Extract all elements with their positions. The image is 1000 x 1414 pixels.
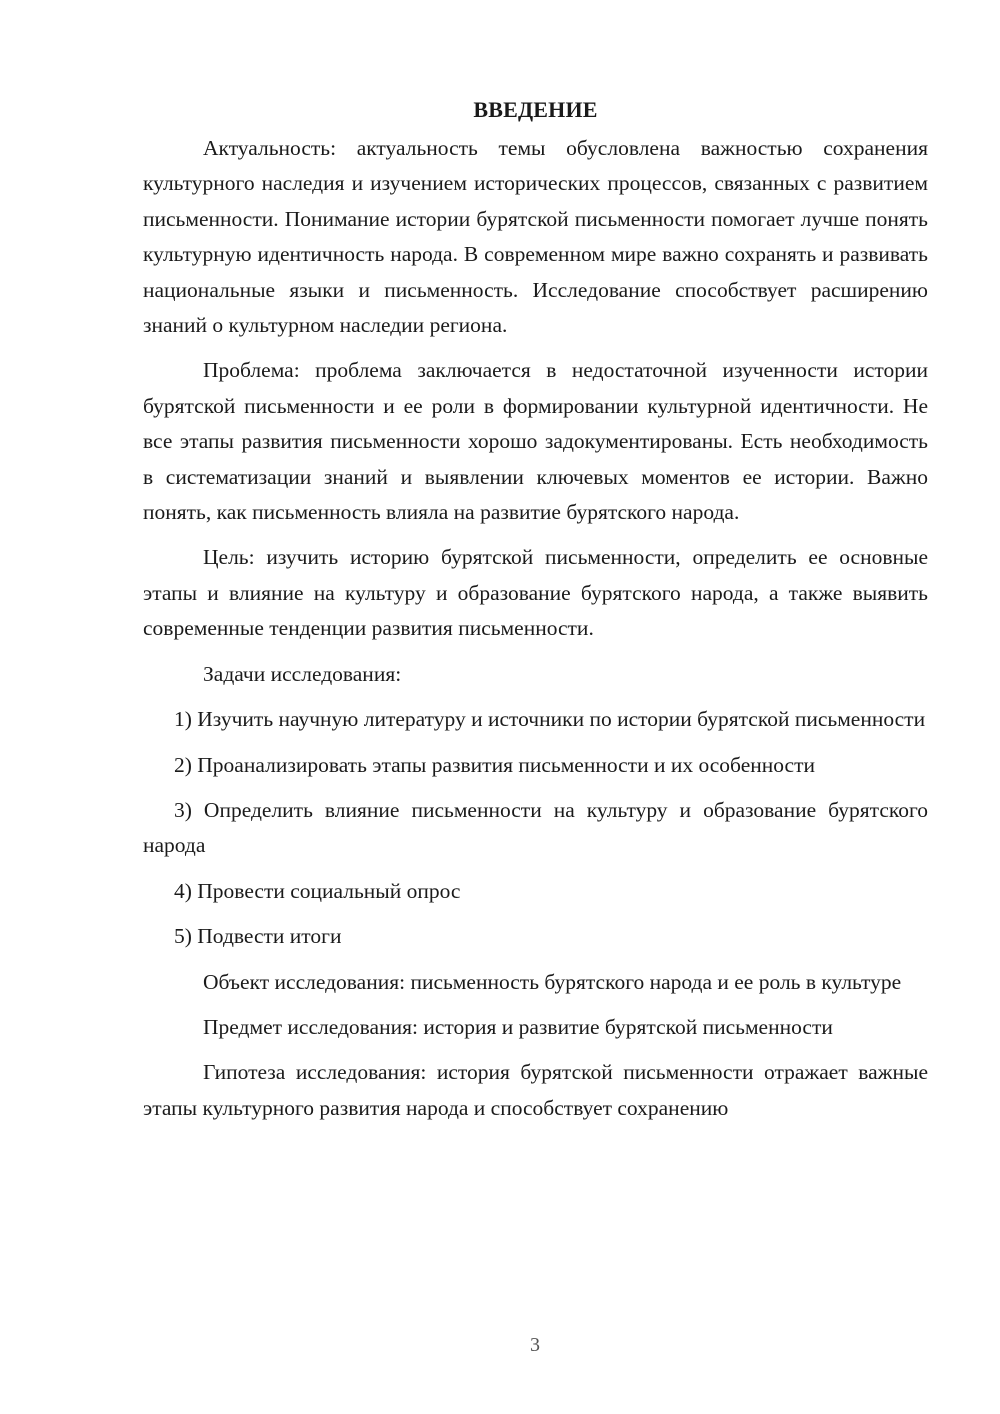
task-item-3: 3) Определить влияние письменности на культуру и образование бурятского народа <box>143 797 928 858</box>
page-number: 3 <box>530 1334 540 1356</box>
document-page <box>143 92 928 1136</box>
relevance-paragraph: Актуальность: актуальность темы обусловлена важностью сохранения культурного наследия и изучением исторических процессов, связанных с развитием письменности. Понимание истории бурятской письменности помогает лучше понять культурную идентичность народа. В современном мире важно сохранять и развивать национальные языки и письменность. Исследование способствует расширению знаний о культурном наследии региона. <box>143 136 928 338</box>
tasks-label: Задачи исследования: <box>203 661 402 686</box>
task-item-1: 1) Изучить научную литературу и источники по истории бурятской письменности <box>174 707 926 732</box>
task-item-5: 5) Подвести итоги <box>174 924 342 949</box>
goal-paragraph: Цель: изучить историю бурятской письменности, определить ее основные этапы и влияние на культуру и образование бурятского народа, а также выявить современные тенденции развития письменности. <box>143 545 928 641</box>
task-item-2: 2) Проанализировать этапы развития письменности и их особенности <box>174 752 815 777</box>
task-item-4: 4) Провести социальный опрос <box>174 878 461 903</box>
hypothesis-paragraph: Гипотеза исследования: история бурятской письменности отражает важные этапы культурного развития народа и способствует сохранению <box>143 1060 928 1120</box>
section-heading: ВВЕДЕНИЕ <box>473 97 598 122</box>
subject-paragraph: Предмет исследования: история и развитие бурятской письменности <box>203 1014 833 1039</box>
object-paragraph: Объект исследования: письменность бурятского народа и ее роль в культуре <box>203 969 902 994</box>
problem-paragraph: Проблема: проблема заключается в недостаточной изученности истории бурятской письменности и ее роли в формировании культурной идентичности. Не все этапы развития письменности хорошо задокументированы. Есть необходимость в систематизации знаний и выявлении ключевых моментов ее истории. Важно понять, как письменность влияла на развитие бурятского народа. <box>143 358 928 525</box>
